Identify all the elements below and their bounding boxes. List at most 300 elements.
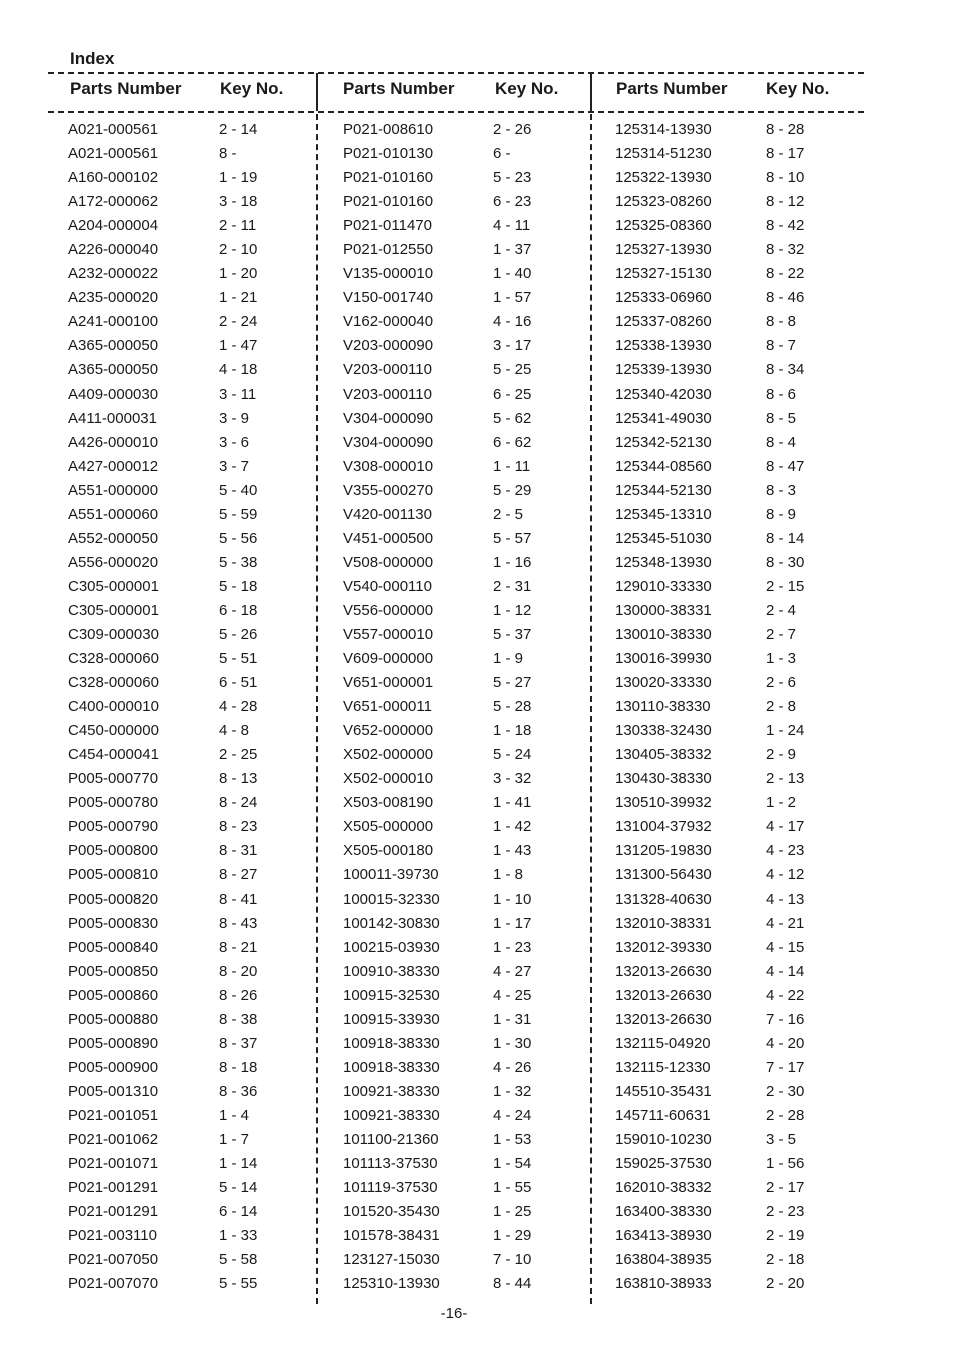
parts-number: 132115-04920 — [615, 1034, 711, 1052]
parts-number: A021-000561 — [68, 145, 159, 163]
key-number: 1 - 7 — [219, 1130, 250, 1148]
index-row — [615, 1154, 855, 1178]
index-row — [68, 1106, 308, 1130]
key-number: 6 - 18 — [219, 601, 258, 619]
parts-number: 125322-13930 — [615, 169, 712, 187]
index-row — [343, 1082, 583, 1106]
index-row — [615, 577, 855, 601]
index-row — [615, 529, 855, 553]
key-number: 2 - 26 — [493, 121, 532, 138]
column-divider-1 — [316, 114, 318, 1304]
parts-number: 145711-60631 — [615, 1106, 711, 1124]
index-row — [68, 577, 308, 601]
key-number: 1 - 40 — [493, 265, 532, 283]
index-row — [615, 288, 855, 312]
parts-number: 129010-33330 — [615, 577, 712, 595]
key-number: 2 - 24 — [219, 313, 258, 331]
parts-number: 131328-40630 — [615, 890, 712, 908]
column-header-key-no-3: Key No. — [766, 79, 830, 98]
key-number: 8 - 3 — [766, 481, 797, 499]
key-number: 5 - 27 — [493, 674, 532, 692]
key-number: 6 - 23 — [493, 193, 532, 211]
parts-number: P005-000860 — [68, 986, 159, 1004]
parts-number: 130000-38331 — [615, 601, 712, 619]
parts-number: 125341-49030 — [615, 409, 712, 427]
index-row — [343, 1202, 583, 1226]
parts-number: 130430-38330 — [615, 770, 712, 788]
key-number: 5 - 38 — [219, 553, 258, 571]
index-row — [615, 240, 855, 264]
key-number: 1 - 2 — [766, 794, 797, 812]
key-number: 1 - 11 — [493, 457, 531, 475]
index-row — [343, 962, 583, 986]
key-number: 8 - 23 — [219, 818, 258, 836]
index-row — [615, 1226, 855, 1250]
parts-number: 125327-13930 — [615, 241, 712, 259]
index-row — [615, 697, 855, 721]
parts-number: 125344-08560 — [615, 457, 712, 475]
key-number: 1 - 9 — [493, 650, 524, 668]
parts-number: C400-000010 — [68, 698, 159, 716]
parts-number: P005-000830 — [68, 914, 159, 932]
key-number: 7 - 16 — [766, 1010, 805, 1028]
parts-number: 163804-38935 — [615, 1251, 712, 1269]
index-row — [343, 890, 583, 914]
index-row — [615, 168, 855, 192]
parts-number: P005-000820 — [68, 890, 159, 908]
parts-number: 100142-30830 — [343, 914, 440, 932]
index-row — [68, 336, 308, 360]
key-number: 8 - 18 — [219, 1058, 258, 1076]
key-number: 1 - 18 — [493, 722, 532, 740]
index-row — [68, 938, 308, 962]
index-row — [615, 601, 855, 625]
parts-number: P021-007050 — [68, 1251, 159, 1269]
index-row — [68, 865, 308, 889]
parts-number: 130010-38330 — [615, 625, 712, 643]
parts-number: A409-000030 — [68, 385, 159, 403]
index-row — [343, 120, 583, 144]
key-number: 8 - 31 — [219, 842, 258, 860]
key-number: 1 - 19 — [219, 169, 258, 187]
parts-number: P005-000810 — [68, 866, 159, 884]
key-number: 6 - — [493, 145, 511, 163]
index-row — [615, 409, 855, 433]
index-row — [68, 1082, 308, 1106]
index-row — [343, 385, 583, 409]
key-number: 8 - — [219, 145, 237, 163]
key-number: 1 - 54 — [493, 1155, 532, 1173]
key-number: 4 - 13 — [766, 890, 805, 908]
key-number: 8 - 12 — [766, 193, 805, 211]
parts-number: 163413-38930 — [615, 1227, 712, 1245]
index-row — [343, 192, 583, 216]
parts-number: A021-000561 — [68, 121, 159, 138]
key-number: 4 - 8 — [219, 722, 250, 740]
parts-number: P005-000880 — [68, 1010, 159, 1028]
index-row — [343, 409, 583, 433]
parts-number: A426-000010 — [68, 433, 159, 451]
index-row — [68, 216, 308, 240]
index-row — [68, 168, 308, 192]
parts-number: 100011-39730 — [343, 866, 439, 884]
parts-number: 131300-56430 — [615, 866, 712, 884]
parts-number: C305-000001 — [68, 577, 159, 595]
key-number: 8 - 20 — [219, 962, 258, 980]
parts-number: C328-000060 — [68, 674, 159, 692]
index-row — [68, 1274, 308, 1298]
index-row — [615, 890, 855, 914]
key-number: 8 - 4 — [766, 433, 797, 451]
key-number: 4 - 12 — [766, 866, 805, 884]
parts-number: V162-000040 — [343, 313, 434, 331]
key-number: 8 - 34 — [766, 361, 805, 379]
index-row — [615, 553, 855, 577]
key-number: 1 - 16 — [493, 553, 532, 571]
parts-number: 125323-08260 — [615, 193, 712, 211]
index-row — [343, 529, 583, 553]
key-number: 2 - 11 — [219, 217, 257, 235]
parts-number: V651-000001 — [343, 674, 434, 692]
key-number: 2 - 23 — [766, 1203, 805, 1221]
key-number: 1 - 17 — [493, 914, 532, 932]
index-row — [615, 433, 855, 457]
key-number: 4 - 11 — [493, 217, 531, 235]
index-row — [68, 1226, 308, 1250]
key-number: 8 - 42 — [766, 217, 805, 235]
key-number: 8 - 30 — [766, 553, 805, 571]
parts-number: X502-000000 — [343, 746, 434, 764]
parts-number: V651-000011 — [343, 698, 432, 716]
key-number: 2 - 19 — [766, 1227, 805, 1245]
parts-number: 100915-33930 — [343, 1010, 440, 1028]
parts-number: 130020-33330 — [615, 674, 712, 692]
page-title: Index — [70, 49, 115, 68]
key-number: 4 - 24 — [493, 1106, 532, 1124]
key-number: 8 - 9 — [766, 505, 797, 523]
parts-number: 130016-39930 — [615, 650, 712, 668]
index-row — [343, 505, 583, 529]
index-row — [615, 1202, 855, 1226]
key-number: 1 - 10 — [493, 890, 532, 908]
key-number: 2 - 13 — [766, 770, 805, 788]
key-number: 2 - 5 — [493, 505, 524, 523]
index-row — [615, 216, 855, 240]
index-row — [615, 457, 855, 481]
key-number: 8 - 44 — [493, 1275, 532, 1293]
parts-number: 125339-13930 — [615, 361, 712, 379]
index-row — [68, 625, 308, 649]
parts-number: V556-000000 — [343, 601, 434, 619]
key-number: 5 - 26 — [219, 625, 258, 643]
key-number: 2 - 31 — [493, 577, 532, 595]
key-number: 1 - 21 — [219, 289, 258, 307]
key-number: 3 - 9 — [219, 409, 250, 427]
index-row — [343, 1106, 583, 1130]
index-row — [343, 312, 583, 336]
key-number: 4 - 15 — [766, 938, 805, 956]
key-number: 8 - 47 — [766, 457, 805, 475]
column-header-key-no-2: Key No. — [495, 79, 559, 98]
key-number: 4 - 14 — [766, 962, 805, 980]
index-row — [68, 192, 308, 216]
key-number: 1 - 3 — [766, 650, 797, 668]
parts-number: V203-000110 — [343, 361, 432, 379]
parts-number: 125345-51030 — [615, 529, 712, 547]
parts-number: 125342-52130 — [615, 433, 712, 451]
key-number: 8 - 26 — [219, 986, 258, 1004]
key-number: 6 - 14 — [219, 1203, 258, 1221]
parts-number: P005-000900 — [68, 1058, 159, 1076]
key-number: 2 - 4 — [766, 601, 797, 619]
key-number: 8 - 13 — [219, 770, 258, 788]
index-row — [615, 865, 855, 889]
key-number: 8 - 8 — [766, 313, 797, 331]
key-number: 5 - 23 — [493, 169, 532, 187]
index-row — [615, 481, 855, 505]
parts-number: V557-000010 — [343, 625, 434, 643]
parts-number: 159010-10230 — [615, 1130, 712, 1148]
parts-number: X505-000000 — [343, 818, 434, 836]
key-number: 2 - 20 — [766, 1275, 805, 1293]
key-number: 1 - 20 — [219, 265, 258, 283]
key-number: 2 - 15 — [766, 577, 805, 595]
parts-number: C309-000030 — [68, 625, 159, 643]
index-row — [343, 745, 583, 769]
index-row — [68, 890, 308, 914]
parts-number: P005-001310 — [68, 1082, 159, 1100]
index-row — [68, 240, 308, 264]
index-row — [68, 1250, 308, 1274]
key-number: 4 - 23 — [766, 842, 805, 860]
index-row — [615, 625, 855, 649]
index-row — [68, 481, 308, 505]
parts-number: A204-000004 — [68, 217, 159, 235]
parts-number: X503-008190 — [343, 794, 434, 812]
index-row — [68, 962, 308, 986]
key-number: 2 - 7 — [766, 625, 797, 643]
key-number: 1 - 4 — [219, 1106, 250, 1124]
key-number: 4 - 28 — [219, 698, 258, 716]
index-row — [343, 914, 583, 938]
parts-number: 132115-12330 — [615, 1058, 711, 1076]
key-number: 8 - 27 — [219, 866, 258, 884]
index-row — [343, 769, 583, 793]
index-row — [615, 336, 855, 360]
index-row — [68, 721, 308, 745]
parts-number: 163400-38330 — [615, 1203, 712, 1221]
index-row — [343, 721, 583, 745]
key-number: 2 - 30 — [766, 1082, 805, 1100]
index-row — [343, 168, 583, 192]
key-number: 6 - 25 — [493, 385, 532, 403]
key-number: 5 - 25 — [493, 361, 532, 379]
parts-number: P021-001291 — [68, 1179, 159, 1197]
parts-number: 132010-38331 — [615, 914, 712, 932]
index-row — [615, 986, 855, 1010]
key-number: 1 - 33 — [219, 1227, 258, 1245]
parts-number: A552-000050 — [68, 529, 159, 547]
parts-number: P005-000800 — [68, 842, 159, 860]
parts-number: 131205-19830 — [615, 842, 712, 860]
parts-number: A556-000020 — [68, 553, 159, 571]
parts-number: 145510-35431 — [615, 1082, 712, 1100]
parts-number: V508-000000 — [343, 553, 434, 571]
index-row — [68, 914, 308, 938]
parts-number: A235-000020 — [68, 289, 159, 307]
column-header-key-no-1: Key No. — [220, 79, 284, 98]
index-row — [343, 1010, 583, 1034]
key-number: 5 - 56 — [219, 529, 258, 547]
parts-number: V203-000090 — [343, 337, 434, 355]
parts-number: 130338-32430 — [615, 722, 712, 740]
index-row — [343, 433, 583, 457]
index-row — [343, 1226, 583, 1250]
parts-number: V355-000270 — [343, 481, 434, 499]
parts-number: 130510-39932 — [615, 794, 712, 812]
index-row — [343, 793, 583, 817]
parts-number: 101100-21360 — [343, 1130, 439, 1148]
index-row — [343, 336, 583, 360]
index-row — [615, 745, 855, 769]
parts-number: 125338-13930 — [615, 337, 712, 355]
key-number: 8 - 24 — [219, 794, 258, 812]
parts-number: V304-000090 — [343, 433, 434, 451]
key-number: 5 - 40 — [219, 481, 258, 499]
index-row — [343, 865, 583, 889]
key-number: 8 - 28 — [766, 121, 805, 138]
parts-number: V609-000000 — [343, 650, 434, 668]
key-number: 5 - 37 — [493, 625, 532, 643]
key-number: 8 - 22 — [766, 265, 805, 283]
key-number: 3 - 32 — [493, 770, 532, 788]
key-number: 7 - 10 — [493, 1251, 532, 1269]
index-row — [343, 817, 583, 841]
index-row — [343, 1178, 583, 1202]
index-row — [68, 312, 308, 336]
index-row — [615, 144, 855, 168]
key-number: 4 - 16 — [493, 313, 532, 331]
key-number: 8 - 38 — [219, 1010, 258, 1028]
key-number: 2 - 8 — [766, 698, 797, 716]
index-row — [615, 817, 855, 841]
parts-number: P021-001051 — [68, 1106, 159, 1124]
index-row — [343, 216, 583, 240]
index-row — [615, 793, 855, 817]
key-number: 5 - 24 — [493, 746, 532, 764]
parts-number: P005-000850 — [68, 962, 159, 980]
key-number: 4 - 25 — [493, 986, 532, 1004]
parts-number: P005-000780 — [68, 794, 159, 812]
parts-number: A427-000012 — [68, 457, 159, 475]
index-row — [615, 721, 855, 745]
parts-number: 125325-08360 — [615, 217, 712, 235]
parts-number: 101578-38431 — [343, 1227, 440, 1245]
parts-number: V420-001130 — [343, 505, 432, 523]
parts-number: C328-000060 — [68, 650, 159, 668]
key-number: 2 - 14 — [219, 121, 258, 138]
index-row — [615, 1178, 855, 1202]
key-number: 4 - 26 — [493, 1058, 532, 1076]
index-column-2 — [343, 120, 583, 1298]
parts-number: 130405-38332 — [615, 746, 712, 764]
key-number: 3 - 7 — [219, 457, 250, 475]
index-row — [615, 1034, 855, 1058]
parts-number: V304-000090 — [343, 409, 434, 427]
index-row — [343, 649, 583, 673]
key-number: 8 - 14 — [766, 529, 805, 547]
key-number: 2 - 17 — [766, 1179, 805, 1197]
key-number: 3 - 11 — [219, 385, 257, 403]
index-row — [68, 264, 308, 288]
index-row — [68, 1058, 308, 1082]
parts-number: A172-000062 — [68, 193, 159, 211]
key-number: 8 - 32 — [766, 241, 805, 259]
index-row — [68, 288, 308, 312]
index-row — [615, 1130, 855, 1154]
parts-number: X502-000010 — [343, 770, 434, 788]
parts-number: P005-000890 — [68, 1034, 159, 1052]
index-row — [615, 649, 855, 673]
parts-number: 100910-38330 — [343, 962, 440, 980]
parts-number: 100921-38330 — [343, 1106, 440, 1124]
index-row — [343, 697, 583, 721]
key-number: 1 - 57 — [493, 289, 532, 307]
index-row — [343, 1274, 583, 1298]
key-number: 8 - 36 — [219, 1082, 258, 1100]
parts-number: 132013-26630 — [615, 986, 712, 1004]
parts-number: P021-011470 — [343, 217, 432, 235]
parts-number: P021-010130 — [343, 145, 434, 163]
parts-number: V135-000010 — [343, 265, 434, 283]
parts-number: C454-000041 — [68, 746, 159, 764]
index-row — [68, 144, 308, 168]
index-row — [343, 481, 583, 505]
column-header-parts-number-2: Parts Number — [343, 79, 455, 98]
index-row — [343, 360, 583, 384]
key-number: 1 - 56 — [766, 1155, 805, 1173]
key-number: 1 - 41 — [493, 794, 532, 812]
key-number: 1 - 23 — [493, 938, 532, 956]
key-number: 1 - 12 — [493, 601, 532, 619]
key-number: 8 - 6 — [766, 385, 797, 403]
index-row — [343, 986, 583, 1010]
key-number: 5 - 59 — [219, 505, 258, 523]
parts-number: 100215-03930 — [343, 938, 440, 956]
parts-number: 125337-08260 — [615, 313, 712, 331]
index-row — [343, 553, 583, 577]
parts-number: C450-000000 — [68, 722, 159, 740]
parts-number: 100015-32330 — [343, 890, 440, 908]
parts-number: V150-001740 — [343, 289, 434, 307]
key-number: 8 - 21 — [219, 938, 258, 956]
index-row — [343, 1250, 583, 1274]
index-row — [68, 649, 308, 673]
index-row — [343, 264, 583, 288]
index-row — [615, 192, 855, 216]
parts-number: P021-007070 — [68, 1275, 159, 1293]
index-column-3 — [615, 120, 855, 1298]
index-row — [68, 817, 308, 841]
parts-number: 125310-13930 — [343, 1275, 440, 1293]
parts-number: 100921-38330 — [343, 1082, 440, 1100]
parts-number: 163810-38933 — [615, 1275, 712, 1293]
parts-number: A365-000050 — [68, 337, 159, 355]
parts-number: 125333-06960 — [615, 289, 712, 307]
key-number: 1 - 47 — [219, 337, 258, 355]
index-row — [615, 914, 855, 938]
index-row — [343, 240, 583, 264]
